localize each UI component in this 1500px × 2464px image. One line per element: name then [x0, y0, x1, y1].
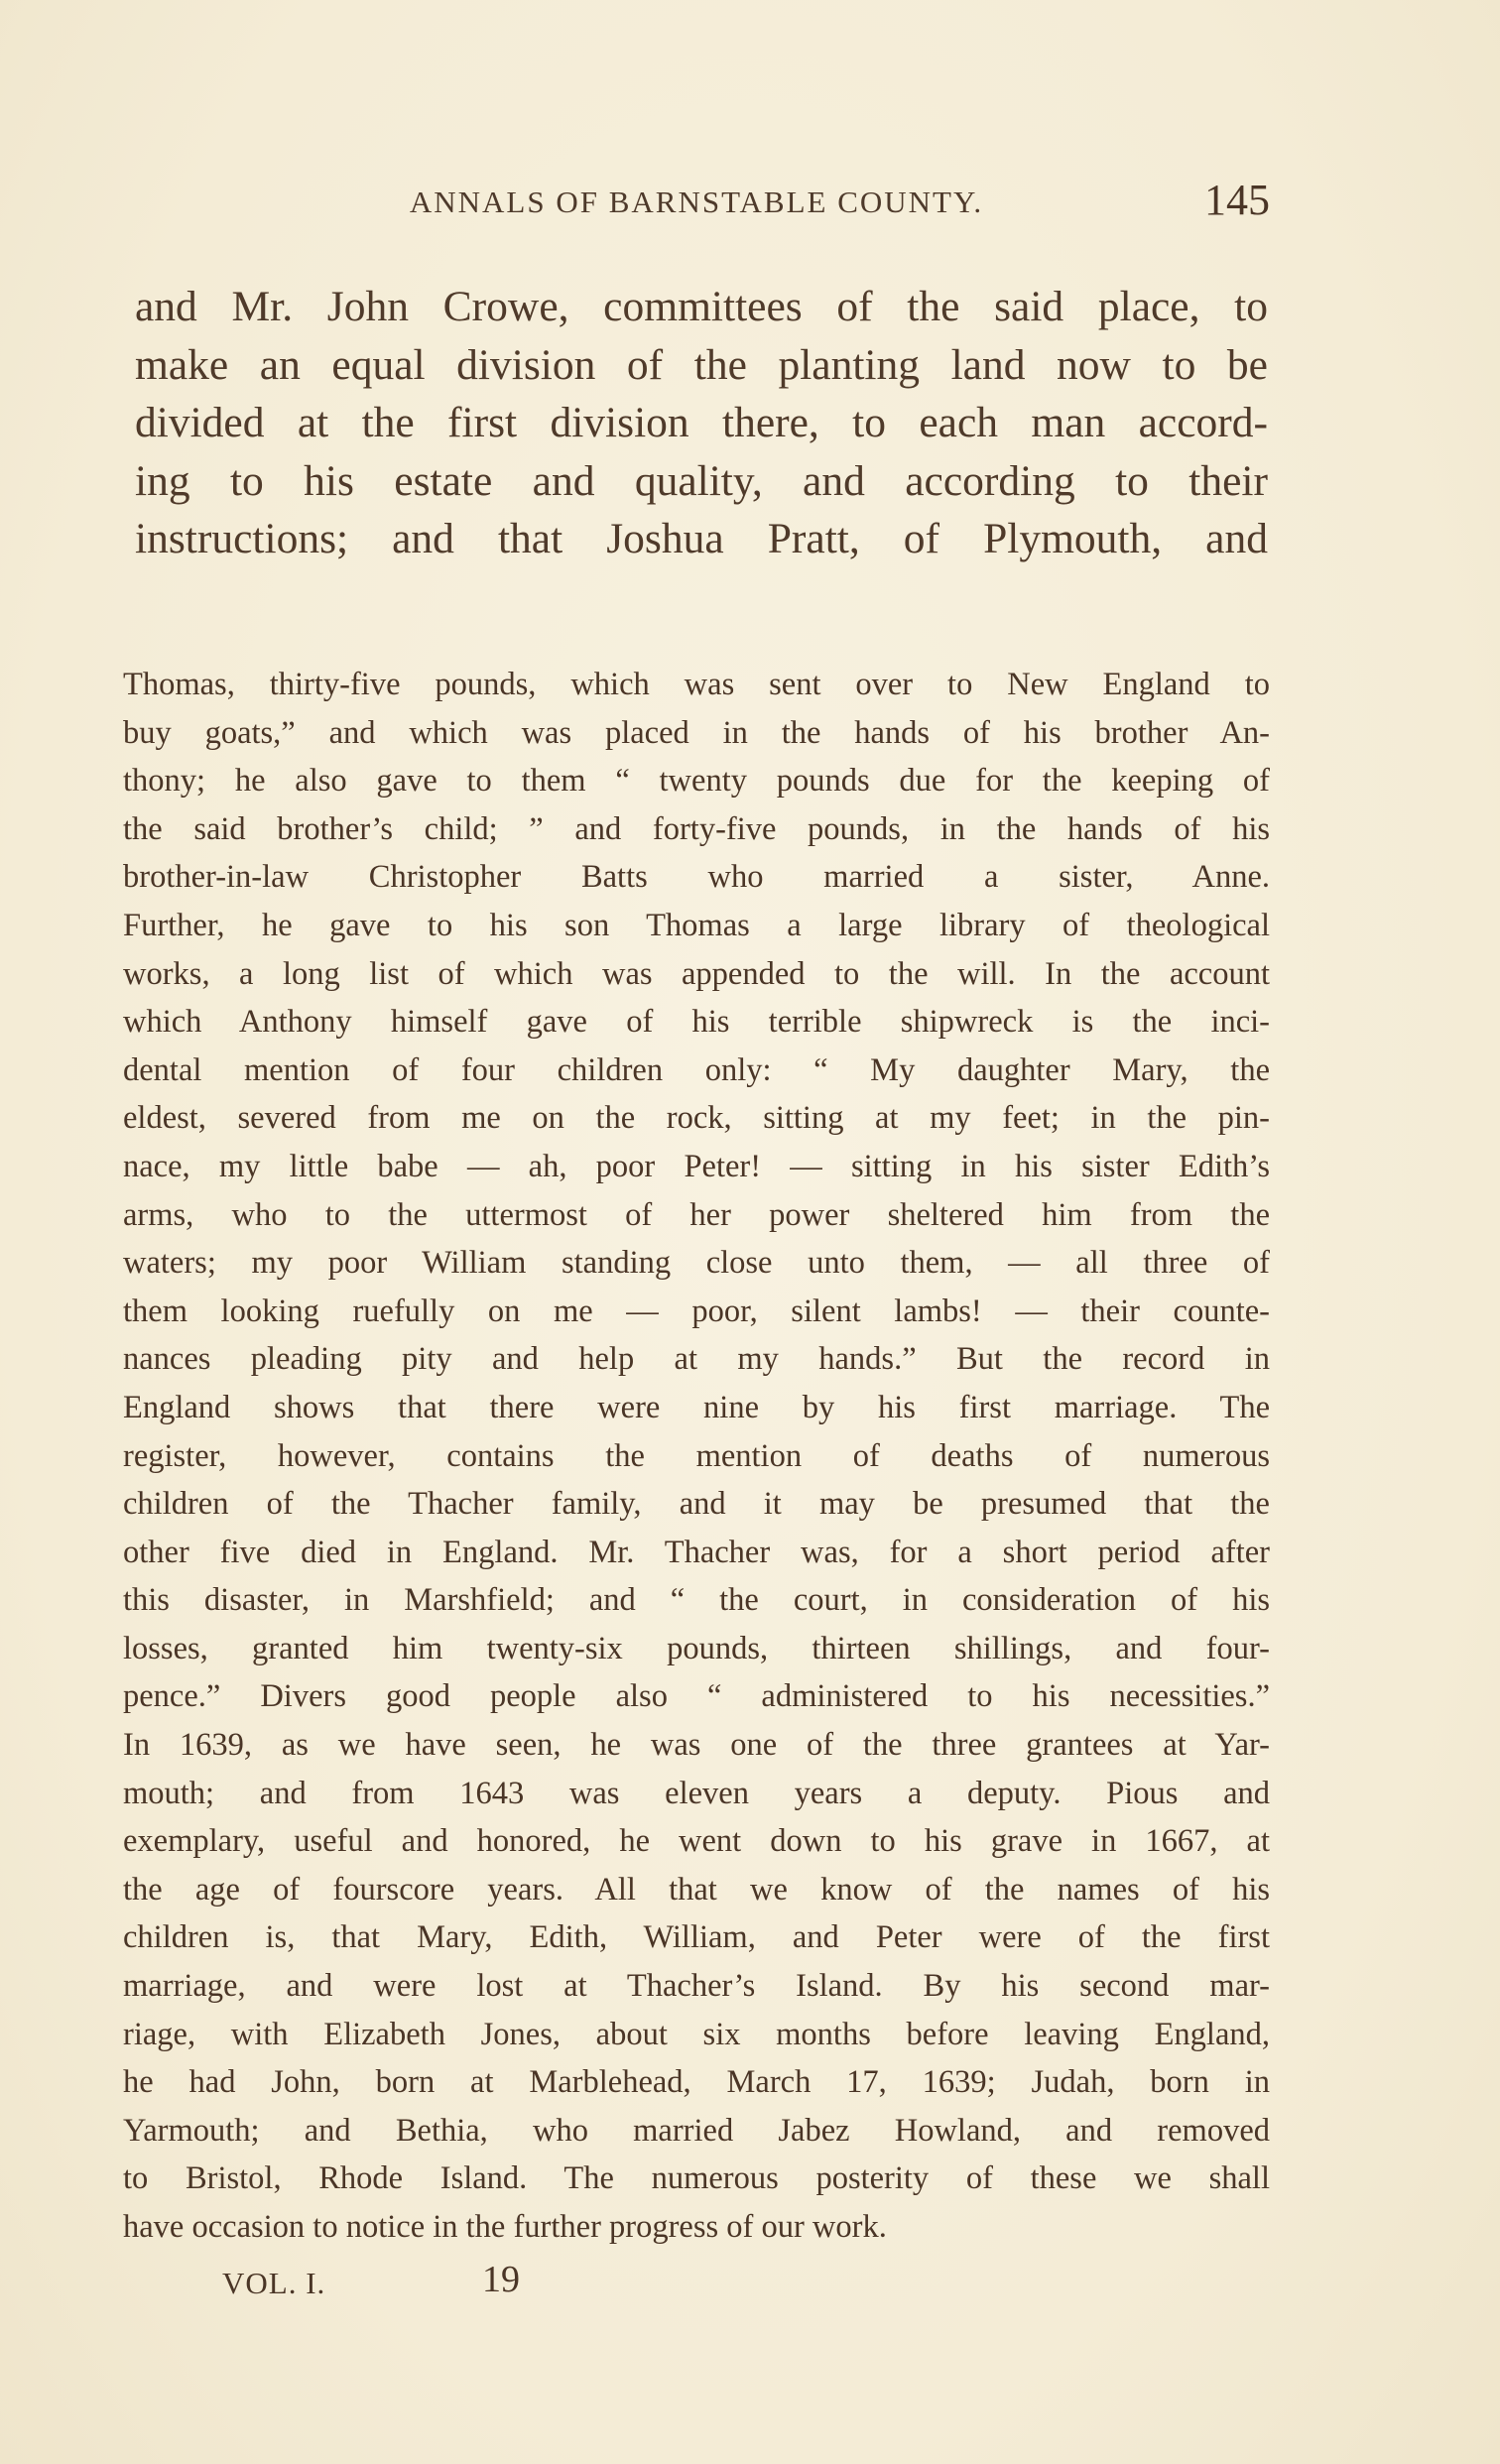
footnote-line: brother-in-law Christopher Batts who married a sister, Anne.: [123, 859, 1270, 896]
footnote-line: other five died in England. Mr. Thacher was, for a short period after: [123, 1534, 1270, 1570]
main-text: [135, 278, 1268, 568]
footnote-line: this disaster, in Marshfield; and “ the court, in consideration of his: [123, 1582, 1270, 1619]
footnote-line: register, however, contains the mention of deaths of numerous: [123, 1437, 1270, 1474]
footnote-line: buy goats,” and which was placed in the hands of his brother An-: [123, 714, 1270, 751]
footnote-line: to Bristol, Rhode Island. The numerous posterity of these we shall: [123, 2160, 1270, 2197]
footnote: [123, 661, 1270, 2252]
footnote-line: exemplary, useful and honored, he went down to his grave in 1667, at: [123, 1823, 1270, 1860]
footnote-line: children of the Thacher family, and it may be presumed that the: [123, 1486, 1270, 1523]
footnote-line: Further, he gave to his son Thomas a large library of theological: [123, 907, 1270, 943]
sheet-number: 19: [482, 2259, 520, 2300]
footnote-line: riage, with Elizabeth Jones, about six months before leaving England,: [123, 2016, 1270, 2052]
footnote-line: thony; he also gave to them “ twenty pounds due for the keeping of: [123, 763, 1270, 800]
volume-mark: VOL. I.: [222, 2266, 326, 2300]
main-text-line: and Mr. John Crowe, committees of the said place, to: [135, 283, 1268, 330]
main-text-line: divided at the first division there, to each man accord-: [135, 399, 1268, 446]
footnote-line: he had John, born at Marblehead, March 17, 1639; Judah, born in: [123, 2064, 1270, 2101]
footnote-line: children is, that Mary, Edith, William, and Peter were of the first: [123, 1919, 1270, 1956]
footnote-line: losses, granted him twenty-six pounds, thirteen shillings, and four-: [123, 1630, 1270, 1666]
footnote-line: Yarmouth; and Bethia, who married Jabez Howland, and removed: [123, 2112, 1270, 2149]
main-text-line: ing to his estate and quality, and according to their: [135, 456, 1268, 505]
running-head: [123, 175, 1270, 234]
page-number: 145: [1204, 176, 1270, 224]
footnote-line: marriage, and were lost at Thacher’s Island. By his second mar-: [123, 1968, 1270, 2005]
footnote-line: them looking ruefully on me — poor, silent lambs! — their counte-: [123, 1293, 1270, 1329]
footnote-line: works, a long list of which was appended to the will. In the account: [123, 955, 1270, 992]
footnote-line: arms, who to the uttermost of her power sheltered him from the: [123, 1196, 1270, 1233]
footnote-line: which Anthony himself gave of his terrible shipwreck is the inci-: [123, 1004, 1270, 1041]
signature-mark: [222, 2258, 619, 2305]
footnote-line: the age of fourscore years. All that we know of the names of his: [123, 1871, 1270, 1908]
footnote-line: mouth; and from 1643 was eleven years a deputy. Pious and: [123, 1775, 1270, 1811]
footnote-line: dental mention of four children only: “ My daughter Mary, the: [123, 1051, 1270, 1088]
footnote-line: pence.” Divers good people also “ administered to his necessities.”: [123, 1678, 1270, 1715]
footnote-line: In 1639, as we have seen, he was one of the three grantees at Yar-: [123, 1727, 1270, 1764]
footnote-line: nances pleading pity and help at my hands.” But the record in: [123, 1341, 1270, 1378]
footnote-line: waters; my poor William standing close unto them, — all three of: [123, 1245, 1270, 1282]
footnote-line: eldest, severed from me on the rock, sitting at my feet; in the pin-: [123, 1100, 1270, 1137]
main-text-line: make an equal division of the planting land now to be: [135, 340, 1268, 389]
running-title: ANNALS OF BARNSTABLE COUNTY.: [409, 185, 984, 219]
footnote-line: have occasion to notice in the further progress of our work.: [123, 2209, 887, 2245]
footnote-line: England shows that there were nine by his first marriage. The: [123, 1389, 1270, 1425]
footnote-line: Thomas, thirty-five pounds, which was sent over to New England to: [123, 667, 1270, 702]
footnote-line: the said brother’s child; ” and forty-five pounds, in the hands of his: [123, 810, 1270, 847]
main-text-line: instructions; and that Joshua Pratt, of Plymouth, and: [135, 515, 1268, 562]
footnote-line: nace, my little babe — ah, poor Peter! — sitting in his sister Edith’s: [123, 1148, 1270, 1184]
